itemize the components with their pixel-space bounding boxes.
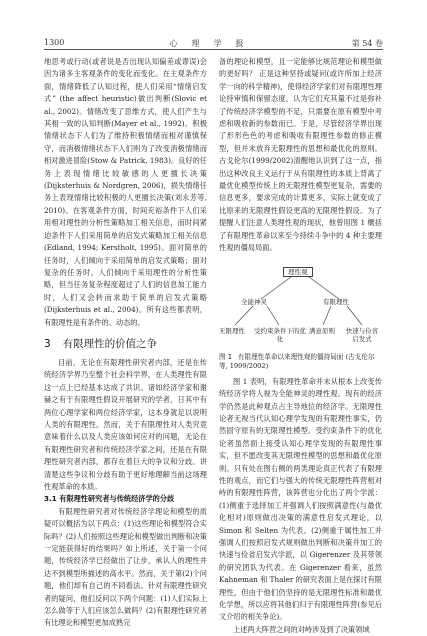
node-leaf-2: 受约束条件下的优化 — [254, 326, 306, 343]
figure-caption — [219, 353, 382, 372]
subsection-heading: 3.1 有限理性研究者与传统经济学的分歧 — [44, 494, 175, 504]
paragraph: 图 1 表明，有限理性革命并未从根本上改变传统经济学将人视为全能神灵的理性观。现有的经济学仍然是此种观点占主导地位的经济学。无限理性论者无视当代认知心理学发现的有限理性事实，仍然固守原有的无限理性模型。受约束条件下的优化论者虽然面上接受认知心理学发现的有限理性事实，但不愿改变其无限理性模型的思想和最优化原则。只有处在图右侧的两类理论真正代表了有限理性的观点，而它们与强大的传统无限理性阵营相对峙的有限理性阵营，该阵营也分化出了两个学派：(1)侧重于选择加工并强调人们按照满意性(与最优化相对)原则做出决策的满意性启发式理论，以 Simon 和 Selten 为代表。(2)侧重于属性加工并强调人们按照启发式规则做出判断和决策并加工的快速与俭省启发式学派，以 Gigerenzer 及其带领的研究团队为代表。在 Gigerenzer 看来，虽然 Kahneman 和 Thaler 的研究表面上是在探讨有限理性，但由于他们仍坚持的是无限理性标准和最优化学想，所以应将其他们归于有限理性阵营(参见后文介绍的相关争论)。 — [219, 376, 382, 622]
section-number: 3 — [44, 337, 51, 350]
node-leaf-4: 快速与俭省启发式 — [345, 326, 379, 343]
left-column — [44, 56, 207, 630]
running-header — [44, 37, 383, 50]
caption-number: 图 1 — [219, 352, 232, 361]
node-mid-left: 全能神灵 — [241, 297, 267, 306]
node-mid-right: 有限理性 — [323, 297, 349, 306]
section-title: 有限理性的价值之争 — [62, 337, 158, 350]
paragraph: 上述两大阵营之间的对峙涉及到了决策领域 — [233, 624, 370, 634]
node-root: 理性观 — [283, 267, 313, 277]
paragraph: 目前，无论在有限理性研究者内部，还是在传统经济学界乃至整个社会科学界，在人类理性有限这一点上已经基本达成了共识。诸如经济学家和谢赫之有于有限理性假设开展研究的学者，日其中有两位心理学家和两位经济学家，这本身就足以说明人类的有限理性。然而，关于有限理性对人类究竟意味着什么以及人类应该如何应对的问题，无论在有限理性研究者和传统经济学家之间，还是在有限理性研究者内部，都存在着巨大的争议和分歧。讲清楚这些争议和分歧有助于更好地理解当前这场理性观革命的本质。 — [44, 357, 207, 491]
node-leaf-3: 满意原则 — [309, 326, 335, 335]
journal-title: 心理学报 — [169, 39, 258, 48]
paragraph: 地思考或行动(或者说是否出现认知偏差或谬误)会因为诸多主客观条件的变化而变化。在主观条件方面，情绪降低了认知过程，使人们采用“情绪启发式” (the affect heuristic)做出判断(Slovic et al., 2002)。情绪改变了思维方式，使人们产生与其相一致的认知判断(Mayer et al., 1992)。积极情绪状态下人们为了维持积极情绪而相对谨慎保守，而消极情绪状态下人们则为了改变消极情绪而相对激进冒险(Stow & Patrick, 1983)。良好的任务上表现情绪比较敏感的人更擅长决策(Dijksterhuis & Nordgren, 2006)，损失情绪任务上表现情绪比较积极的人更擅长决策(刘永芳等, 2010)。在客观条件方面，时间充裕条件下人们采用相对理性的分析性策略加工相关信息，而时间紧迫条件下人们采用简单的启发式策略加工相关信息(Edland, 1994; Kerstholt, 1995)。面对简单的任务时，人们倾向于采用简单的启发式策略；面对复杂的任务时，人们倾向于采用理性的分析性策略，但当任务复杂程度超过了人们的信息加工能力时，人们又会转而求助于简单的启发式策略(Dijksterhuis et al., 2004)。所有这些都表明，有限理性是有条件的、动态的。 — [44, 57, 207, 327]
node-leaf-1: 无限理性 — [219, 326, 245, 335]
caption-text: 有限理性革命以来理性观的僵持局面 (古戈伦尔等, 1999/2002) — [219, 352, 375, 371]
right-column — [219, 56, 382, 636]
volume-label: 第 54 卷 — [351, 39, 383, 48]
paragraph: 有限理性研究者对传统经济学理论和模型的质疑可以概括为以下两点：(1)这些理论和模型符合实际吗？(2)人们按照这些理论和模型做出判断和决策一定能获得好的结果吗？如上所述，关于第一个问题，传统经济学已经做出了让步，承认人的理性并达不到模型所描述的高水平。然而，关于第(2)个问题，他们却有自己的不同看法。针对有限理性研究者的疑问，他们反问以下两个问题：(1)人们实际上怎么做等于人们应该怎么做吗？(2)有限理性研究者有比理论和模型更加成熟完 — [44, 506, 207, 628]
figure-1 — [219, 259, 382, 351]
paragraph: 备的理论和模型，且一定能够比规范理论和模型做的更好吗？ 正是这种坚持或疑问(或许所加上经济学一向的科学精神)，使得经济学家们对有限理性理论持审慎和保留态度，认为它们充其量不过是弥补了传统经济学模型的不足，只需要在原有模型中考虑和吸收新的参数而已。于是，尽管经济学界出现了形形色色的考虑和吸收有限理性参数的修正模型，但并未放弃无限理性的思想和最优化的原则。古戈伦尔(1999/2002)清醒地认识到了这一点，指出这种改良主义运行于从有限理性的本质上背离了最优化模型传统上的无限理性模型更复杂，需要的信息更多，要求完成的计算更多，实际上就变成了比原来的无限理性假设更高的无限理性假设。为了提醒人们注意人类理性观的现状，他曾用图 1 概括了有限理性革命以来至今持续斗争中的 4 种主要理性观的僵局局面。 — [219, 57, 382, 253]
page-number: 1300 — [44, 38, 65, 47]
section-heading — [44, 337, 207, 351]
